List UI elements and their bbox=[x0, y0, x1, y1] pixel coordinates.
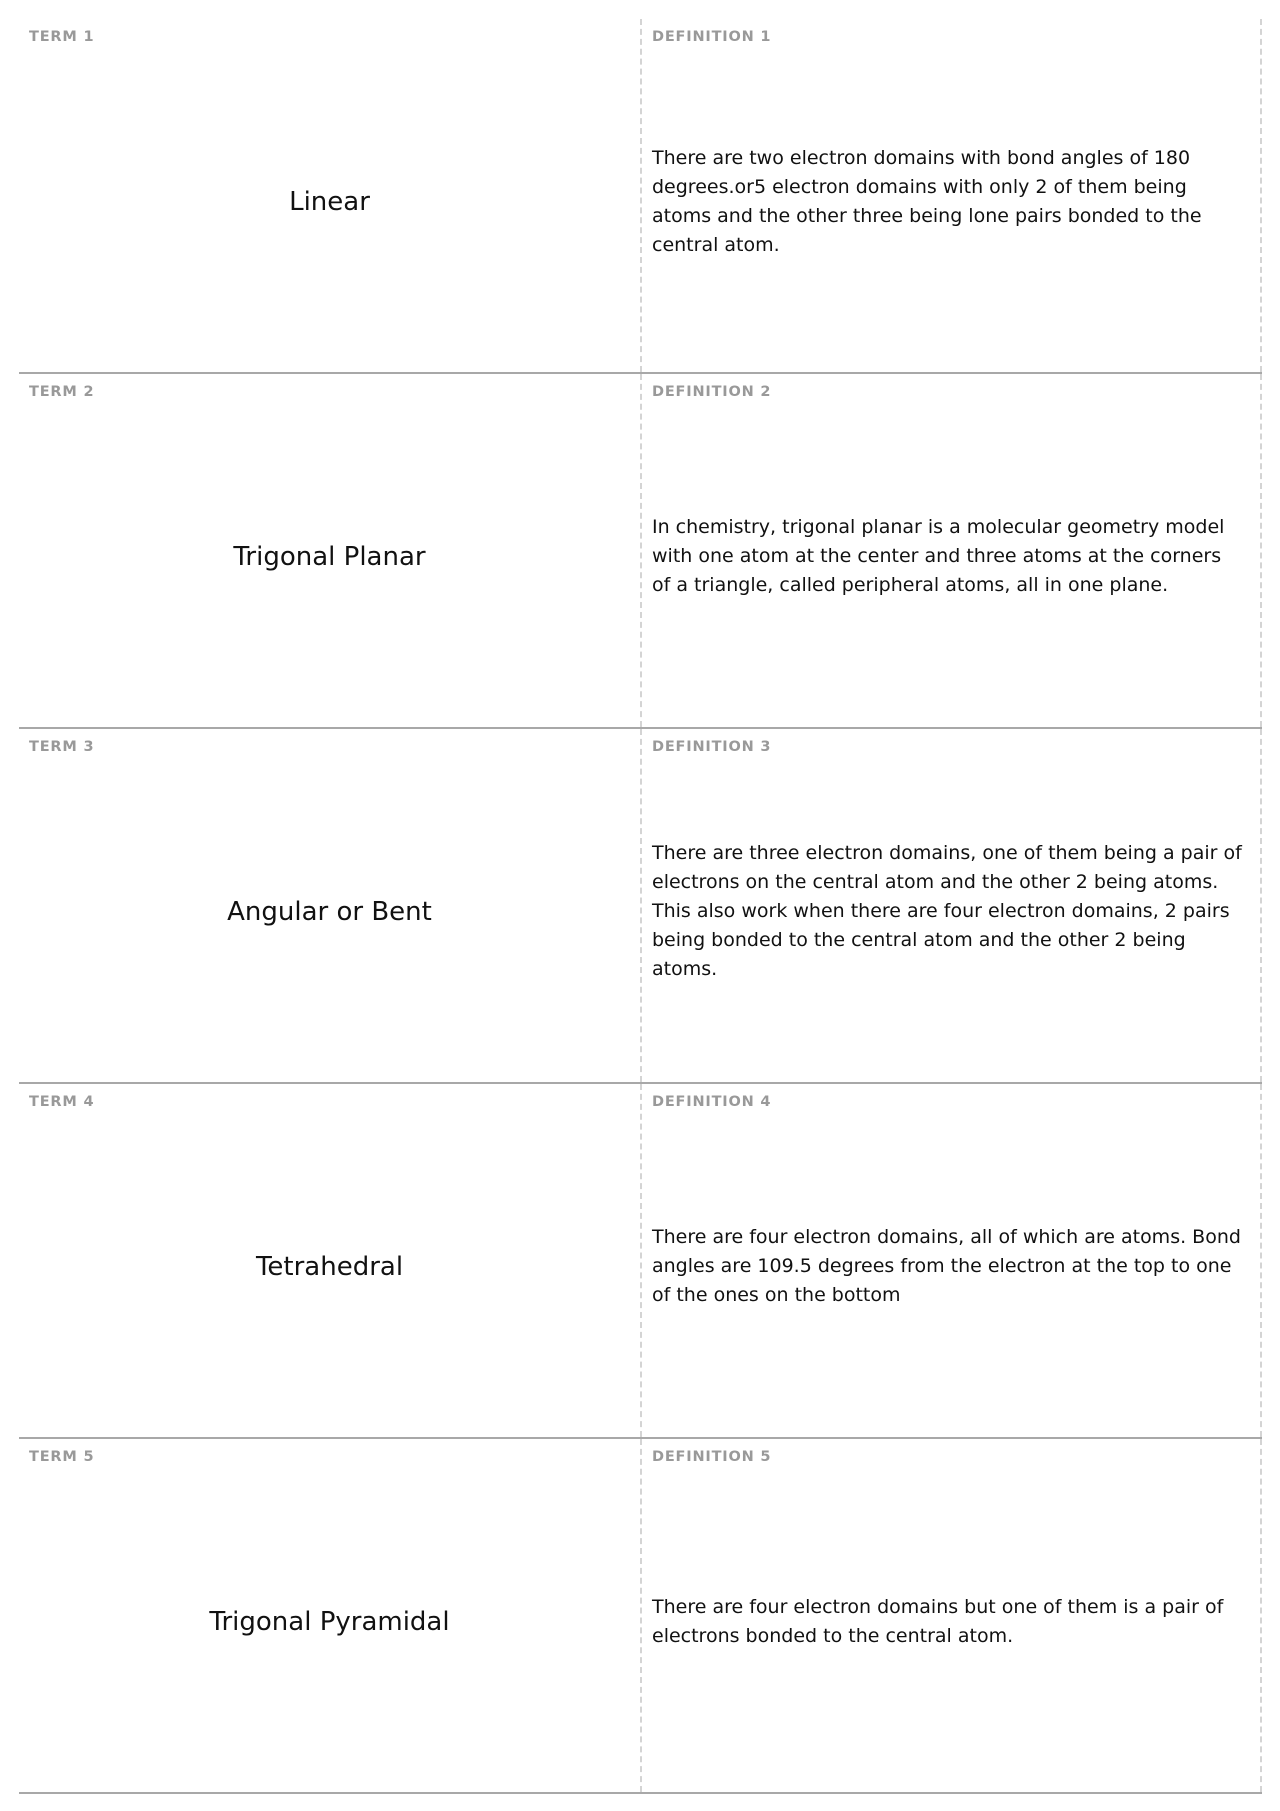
flashcard-row bbox=[19, 1084, 1262, 1439]
definition-body bbox=[652, 414, 1244, 727]
flashcard-row bbox=[19, 374, 1262, 729]
flashcard-row bbox=[19, 1439, 1262, 1794]
term-cell bbox=[19, 19, 642, 372]
term-cell bbox=[19, 1084, 642, 1437]
definition-cell bbox=[642, 729, 1262, 1082]
flashcard-row bbox=[19, 19, 1262, 374]
definition-body bbox=[652, 1124, 1244, 1437]
term-label: TERM 3 bbox=[29, 739, 95, 755]
definition-cell bbox=[642, 19, 1262, 372]
term-text: Angular or Bent bbox=[227, 896, 432, 927]
definition-body bbox=[652, 769, 1244, 1082]
term-body bbox=[19, 59, 640, 372]
definition-text: There are four electron domains, all of which are atoms. Bond angles are 109.5 degrees from the electron at the top to one of the ones on the bottom bbox=[652, 1226, 1241, 1306]
definition-label: DEFINITION 3 bbox=[652, 739, 772, 755]
term-label: TERM 2 bbox=[29, 384, 95, 400]
term-label: TERM 5 bbox=[29, 1449, 95, 1465]
definition-cell bbox=[642, 374, 1262, 727]
term-cell bbox=[19, 729, 642, 1082]
definition-label: DEFINITION 5 bbox=[652, 1449, 772, 1465]
definition-text: There are two electron domains with bond angles of 180 degrees.or5 electron domains with only 2 of them being atoms and the other three being lone pairs bonded to the central atom. bbox=[652, 146, 1202, 256]
definition-cell bbox=[642, 1084, 1262, 1437]
definition-label: DEFINITION 2 bbox=[652, 384, 772, 400]
definition-label: DEFINITION 1 bbox=[652, 29, 772, 45]
term-cell bbox=[19, 374, 642, 727]
flashcard-row bbox=[19, 729, 1262, 1084]
term-text: Tetrahedral bbox=[255, 1251, 404, 1282]
term-text: Linear bbox=[289, 186, 370, 217]
definition-label: DEFINITION 4 bbox=[652, 1094, 772, 1110]
term-body bbox=[19, 1479, 640, 1792]
term-label: TERM 1 bbox=[29, 29, 95, 45]
definition-body bbox=[652, 1479, 1244, 1792]
term-body bbox=[19, 769, 640, 1082]
term-cell bbox=[19, 1439, 642, 1792]
flashcard-sheet bbox=[19, 19, 1262, 1794]
term-body bbox=[19, 414, 640, 727]
term-label: TERM 4 bbox=[29, 1094, 95, 1110]
definition-text: In chemistry, trigonal planar is a molecular geometry model with one atom at the center and three atoms at the corners of a triangle, called peripheral atoms, all in one plane. bbox=[652, 516, 1225, 596]
definition-body bbox=[652, 59, 1244, 372]
definition-text: There are four electron domains but one of them is a pair of electrons bonded to the central atom. bbox=[652, 1595, 1224, 1647]
term-text: Trigonal Pyramidal bbox=[209, 1606, 450, 1637]
definition-text: There are three electron domains, one of them being a pair of electrons on the central atom and the other 2 being atoms. This also work when there are four electron domains, 2 pairs being bonded to the central atom and the other 2 being atoms. bbox=[652, 842, 1242, 980]
definition-cell bbox=[642, 1439, 1262, 1792]
term-text: Trigonal Planar bbox=[233, 541, 426, 572]
term-body bbox=[19, 1124, 640, 1437]
